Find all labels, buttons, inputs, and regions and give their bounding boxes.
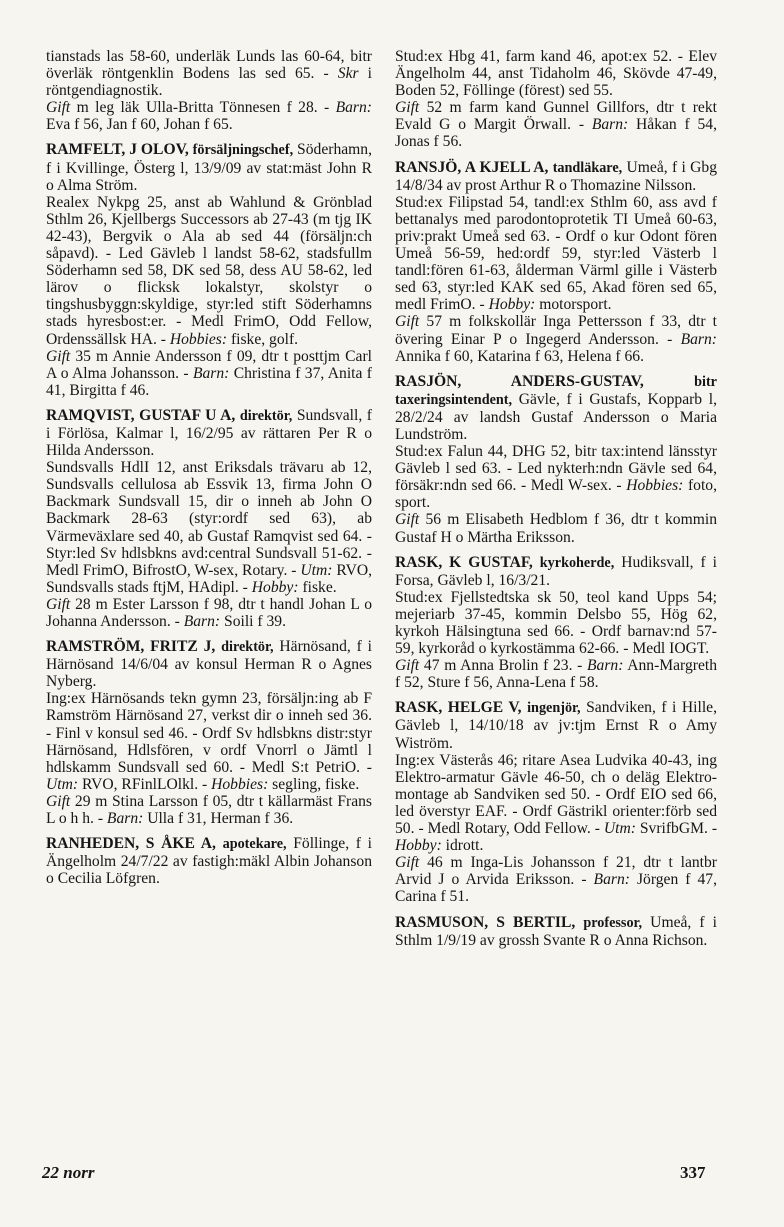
entry-text: Stud:ex Falun 44, DHG 52, bitr tax:intend länsstyr Gävleb l sed 63. - Led nykterh:ndn Gävle sed 64, försäkr:ndn sed 66. - Medl W-sex. -	[395, 443, 717, 495]
italic-label: Gift	[46, 595, 71, 613]
entry-text: 56 m Elisabeth Hedblom f 36, dtr t kommin Gustaf H o Märtha Eriksson.	[395, 511, 717, 546]
entry-paragraph	[395, 99, 717, 150]
entry-text: RVO, RFinlLOlkl. -	[78, 775, 212, 793]
entry-text: Umeå, f i Gbg 14/8/34 av prost Arthur R o Thomazine Nilsson.	[395, 158, 717, 194]
entry-text: Ing:ex Västerås 46; ritare Asea Ludvika 40-43, ing Elektro-armatur Gävle 46-50, ch o deläg Elektro-montage ab Sandviken sed 50. - Ordf EIO sed 66, led överstyr EAF. - Ordf Gästrikl orienter:förb sed 50. - Medl Rotary, Odd Fellow. -	[395, 751, 717, 838]
entry-name: RASJÖN, ANDERS-GUSTAV,	[395, 372, 644, 390]
italic-label: Gift	[395, 313, 420, 331]
entry-text: Stud:ex Filipstad 54, tandl:ex Sthlm 60, ass avd f bettanalys med parodontoprotetik TI Umeå 60-63, priv:prakt Umeå sed 63. - Ordf o kur Odont fören Umeå 56-59, hed:ordf 59, styr:led Västerb l tandl:fören 61-63, ålderman Värml gille i Västerb sed 63, styr:led KAK sed 65, Akad fören sed 65, medl FrimO. -	[395, 193, 717, 314]
entry-text: Stud:ex Fjellstedtska sk 50, teol kand Upps 54; mejeriarb 37-45, kommin Delsbo 55, Hög 62, kyrkoh Hälsingtuna sed 66. - Ordf barnav:nd 57-59, kyrkoråd o kyrkostämma 62-66. - Medl IOGT.	[395, 588, 717, 658]
entry-text: Härnösand, f i Härnösand 14/6/04 av konsul Herman R o Agnes Nyberg.	[46, 638, 372, 691]
entry-text: Annika f 60, Katarina f 63, Helena f 66.	[395, 347, 644, 365]
entry-text: 29 m Stina Larsson f 05, dtr t källarmäst Frans L o h h. -	[46, 792, 372, 828]
entry-text: Ulla f 31, Herman f 36.	[143, 810, 294, 828]
entry-title: bitr taxeringsintendent,	[395, 373, 717, 408]
entry-paragraph	[395, 854, 717, 905]
entry-heading-paragraph	[395, 159, 717, 194]
entry-paragraph	[46, 459, 372, 596]
entry-text: Umeå, f i Sthlm 1/9/19 av grossh Svante R o Anna Richson.	[395, 913, 718, 949]
entry-rask-k	[395, 554, 717, 692]
entry-text: Eva f 56, Jan f 60, Johan f 65.	[46, 116, 233, 134]
entry-text: 47 m Anna Brolin f 23. -	[419, 657, 588, 675]
entry-paragraph	[46, 99, 372, 133]
entry-paragraph	[395, 443, 717, 511]
entry-paragraph	[395, 48, 717, 99]
italic-label: Utm:	[46, 775, 79, 793]
entry-title: försäljningschef,	[192, 142, 294, 159]
entry-text: Hudiksvall, f i Forsa, Gävleb l, 16/3/21.	[395, 553, 717, 589]
italic-label: Barn:	[593, 871, 630, 889]
italic-label: Barn:	[680, 330, 717, 348]
entry-tianstads	[46, 48, 372, 133]
italic-label: Gift	[395, 511, 420, 529]
entry-text: Håkan f 54, Jonas f 56.	[395, 116, 717, 151]
entry-paragraph	[46, 194, 372, 348]
entry-paragraph	[46, 348, 372, 399]
entry-text	[533, 554, 540, 571]
entry-text: foto, sport.	[395, 477, 717, 512]
italic-label: Barn:	[591, 116, 629, 134]
italic-label: Barn:	[335, 99, 372, 117]
entry-text: Realex Nykpg 25, anst ab Wahlund & Grönblad Sthlm 26, Kjellbergs Successors ab 27-43 (m tjg IK 42-43), Bergvik o Ala ab sed 44 (försäljn:ch såpavd). - Led Gävleb l landst 58-62, stadsfullm Söderhamn sed 58, DK sed 58, dess AU 58-62, led lärov o flicksk lokalstyr, skolstyr o tingshusbyggn:skyldige, styr:led stift Söderhamns stads hyresbost:er. - Medl FrimO, Odd Fellow, Ordenssällsk HA. -	[46, 193, 372, 348]
entry-ramqvist	[46, 407, 372, 630]
printer-signature: 22 norr	[42, 1163, 95, 1182]
entry-name: RAMQVIST, GUSTAF U A,	[46, 406, 236, 424]
entry-text: Stud:ex Hbg 41, farm kand 46, apot:ex 52. - Elev Ängelholm 44, anst Tidaholm 46, Skövde 47-49, Boden 52, Föllinge (förest) sed 55.	[395, 48, 717, 100]
entry-text: Föllinge, f i Ängelholm 24/7/22 av fastigh:mäkl Albin Johanson o Cecilia Löfgren.	[46, 835, 372, 888]
entry-name: RAMFELT, J OLOV,	[46, 141, 189, 159]
entry-text: Ing:ex Härnösands tekn gymn 23, försäljn:ing ab F Ramström Härnösand 27, verkst dir o inneh sed 36. - Finl v konsul sed 46. - Ordf Sv hdlsbkns distr:styr Härnösand, Hdlsfören, v ordf Vnorrl o Jämtl l hdlskamm Sundsvall sed 60. - Medl S:t PetriO. -	[46, 690, 372, 776]
entry-text: Gävle, f i Gustafs, Kopparb l, 28/2/24 av landsh Gustaf Andersson o Maria Lundström.	[395, 390, 717, 443]
entry-text: Söderhamn, f i Kvillinge, Österg l, 13/9/09 av stat:mäst John R o Alma Ström.	[46, 141, 372, 194]
entry-text: m leg läk Ulla-Britta Tönnesen f 28. -	[70, 99, 336, 117]
entry-title: direktör,	[239, 407, 293, 424]
entry-paragraph	[395, 657, 717, 691]
entry-text: RVO, Sundsvalls stads ftjM, HAdipl. -	[46, 561, 372, 596]
entry-title: direktör,	[221, 639, 274, 656]
entry-paragraph	[395, 194, 717, 314]
entry-rask-h	[395, 699, 717, 905]
italic-label: Gift	[46, 99, 71, 117]
entry-name: RASK, K GUSTAF,	[395, 553, 533, 571]
entry-text: Sandviken, f i Hille, Gävleb l, 14/10/18 av jv:tjm Ernst R o Amy Wiström.	[395, 699, 717, 752]
entry-text: tianstads las 58-60, underläk Lunds las 60-64, bitr överläk röntgenklin Bodens las sed 65. -	[46, 48, 372, 83]
entry-heading-paragraph	[46, 835, 372, 887]
entry-heading-paragraph	[395, 699, 717, 751]
entry-name: RASK, HELGE V,	[395, 699, 522, 717]
entry-text: 35 m Annie Andersson f 09, dtr t posttjm Carl A o Alma Johansson. -	[46, 347, 372, 382]
italic-label: Utm:	[603, 820, 636, 838]
entry-ramstrom	[46, 638, 372, 827]
italic-label: Barn:	[183, 613, 221, 630]
entry-title: kyrkoherde,	[539, 554, 615, 571]
italic-label: Gift	[46, 347, 71, 365]
entry-heading-paragraph	[46, 141, 372, 193]
entry-text: Christina f 37, Anita f 41, Birgitta f 46.	[46, 364, 372, 399]
entry-text	[216, 835, 223, 852]
entry-text: Ann-Margreth f 52, Sture f 56, Anna-Lena f 58.	[395, 657, 718, 692]
entry-heading-paragraph	[46, 638, 372, 690]
entry-text: SvrifbGM. -	[635, 820, 718, 838]
italic-label: Hobby:	[395, 837, 442, 855]
italic-label: Hobbies:	[626, 477, 684, 495]
italic-label: Utm:	[300, 561, 333, 579]
entry-ranheden-cont	[395, 48, 717, 151]
right-column	[395, 48, 717, 949]
italic-label: Barn:	[106, 810, 144, 828]
entry-name: RAMSTRÖM, FRITZ J,	[46, 638, 216, 656]
entry-text: 28 m Ester Larsson f 98, dtr t handl Johan L o Johanna Andersson. -	[46, 595, 372, 630]
entry-text	[644, 373, 694, 390]
italic-label: Skr	[337, 65, 359, 83]
italic-label: Barn:	[587, 657, 624, 675]
entry-title: apotekare,	[222, 836, 287, 853]
italic-label: Hobbies:	[211, 775, 269, 793]
entry-text: motorsport.	[535, 296, 612, 314]
italic-label: Gift	[395, 854, 420, 872]
entry-paragraph	[46, 793, 372, 827]
entry-text: Jörgen f 47, Carina f 51.	[395, 871, 718, 906]
entry-rasjon	[395, 373, 717, 546]
entry-text: 52 m farm kand Gunnel Gillfors, dtr t rekt Evald G o Margit Örwall. -	[395, 99, 717, 134]
italic-label: Gift	[395, 99, 420, 117]
entry-name: RANSJÖ, A KJELL A,	[395, 158, 549, 176]
entry-title: ingenjör,	[527, 700, 581, 717]
entry-rasmuson	[395, 914, 717, 949]
left-column	[46, 48, 372, 887]
entry-text: 46 m Inga-Lis Johansson f 21, dtr t lantbr Arvid J o Arvida Eriksson. -	[395, 854, 717, 889]
entry-text: 57 m folkskollär Inga Pettersson f 33, dtr t övering Einar P o Ingegerd Andersson. -	[395, 313, 717, 348]
entry-text: Sundsvalls HdlI 12, anst Eriksdals trävaru ab 12, Sundsvalls cellulosa ab Essvik 13, firma John O Backmark Sundsvall 15, dir o inneh ab John O Backmark 28-63 (styr:ordf sed 63), ab Värmeväxlare sed 40, ab Gustaf Ramqvist sed 64. - Styr:led Sv hdlsbkns avd:central Sundsvall 51-62. - Medl FrimO, BifrostO, W-sex, Rotary. -	[46, 459, 372, 579]
entry-text: Soili f 39.	[220, 613, 286, 630]
entry-name: RASMUSON, S BERTIL,	[395, 913, 576, 931]
entry-ramfelt	[46, 141, 372, 398]
entry-heading-paragraph	[395, 373, 717, 443]
entry-text: segling, fiske.	[268, 775, 360, 793]
italic-label: Hobbies:	[169, 330, 228, 348]
entry-paragraph	[46, 690, 372, 793]
italic-label: Gift	[395, 657, 420, 675]
italic-label: Gift	[46, 792, 71, 810]
entry-title: professor,	[583, 914, 643, 931]
entry-paragraph	[395, 589, 717, 657]
entry-name: RANHEDEN, S ÅKE A,	[46, 835, 216, 853]
entry-paragraph	[46, 48, 372, 99]
italic-label: Barn:	[192, 364, 230, 382]
italic-label: Hobby:	[488, 296, 536, 314]
entry-text: fiske.	[298, 578, 337, 596]
entry-paragraph	[395, 313, 717, 364]
italic-label: Hobby:	[251, 578, 299, 596]
entry-paragraph	[395, 511, 717, 545]
entry-ranheden	[46, 835, 372, 887]
page-number: 337	[680, 1163, 706, 1182]
entry-text: fiske, golf.	[227, 330, 299, 348]
entry-heading-paragraph	[46, 407, 372, 459]
entry-text: Sundsvall, f i Förlösa, Kalmar l, 16/2/95 av rättaren Per R o Hilda Andersson.	[46, 406, 372, 460]
entry-title: tandläkare,	[552, 159, 623, 176]
entry-text: i röntgendiagnostik.	[46, 65, 373, 100]
entry-ransjo	[395, 159, 717, 365]
entry-heading-paragraph	[395, 914, 717, 949]
entry-text: idrott.	[441, 837, 484, 855]
entry-paragraph	[395, 752, 717, 855]
entry-paragraph	[46, 596, 372, 630]
entry-heading-paragraph	[395, 554, 717, 589]
